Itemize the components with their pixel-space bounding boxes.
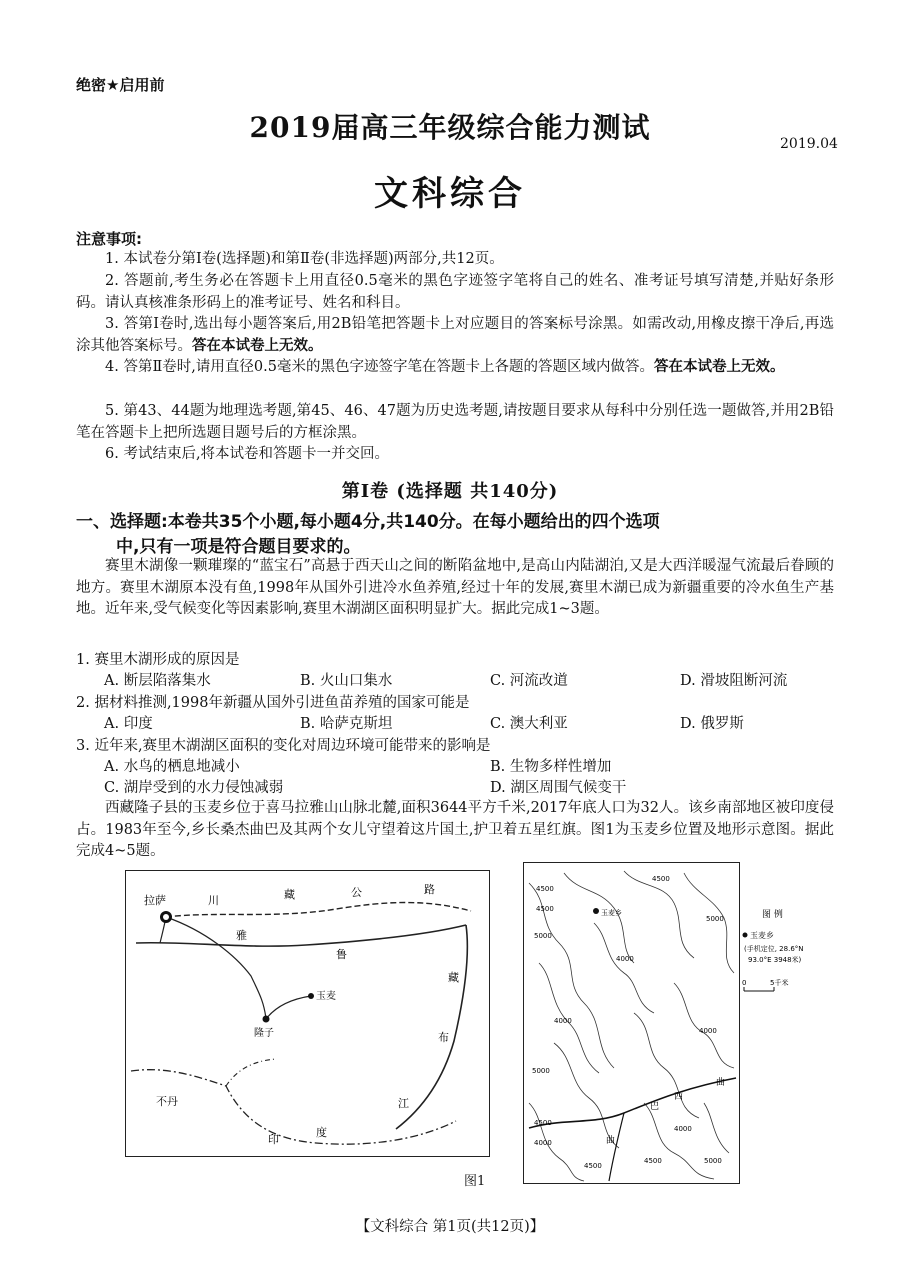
- note-4: [76, 357, 834, 379]
- legend-svg: [740, 905, 840, 1015]
- scale-label: 5千米: [770, 979, 789, 987]
- yumai-marker: [308, 993, 314, 999]
- note-1: 1. 本试卷分第Ⅰ卷(选择题)和第Ⅱ卷(非选择题)两部分,共12页。: [105, 251, 504, 267]
- label-lhasa: 拉萨: [144, 894, 166, 907]
- note-2: 2. 答题前,考生务必在答题卡上用直径0.5毫米的黑色字迹签字笔将自己的姓名、准考证号填写清楚,并贴好条形码。请认真核准条形码上的准考证号、姓名和科目。: [76, 273, 834, 311]
- part-heading: [76, 510, 846, 560]
- note-4-text: 4. 答第Ⅱ卷时,请用直径0.5毫米的黑色字迹签字笔在答题卡上各题的答题区域内做答。: [105, 359, 654, 375]
- contour-label: 4500: [536, 885, 554, 893]
- passage-1: 赛里木湖像一颗璀璨的“蓝宝石”高悬于西天山之间的断陷盆地中,是高山内陆湖泊,又是大西洋暖湿气流最后眷顾的地方。赛里木湖原本没有鱼,1998年从国外引进冷水鱼养殖,经过十年的发展,赛里木湖已成为新疆重要的冷水鱼生产基地。近年来,受气候变化等因素影响,赛里木湖湖区面积明显扩大。据此完成1~3题。: [76, 558, 834, 617]
- legend-gps-line2: 93.0°E 3948米): [748, 956, 802, 964]
- river-label-qu: 曲: [716, 1078, 726, 1088]
- exam-title: 2019届高三年级综合能力测试: [249, 111, 651, 144]
- q1-option-d: D. 滑坡阻断河流: [680, 673, 788, 689]
- label-zang1: 藏: [284, 888, 295, 901]
- figure-1-caption: 图1: [464, 1174, 486, 1189]
- contour-label: 4500: [584, 1162, 602, 1170]
- contour-label: 4500: [536, 905, 554, 913]
- q2-option-b: B. 哈萨克斯坦: [300, 716, 393, 732]
- section-title: 第Ⅰ卷 (选择题 共140分): [341, 481, 559, 502]
- part-heading-line2: 中,只有一项是符合题目要求的。: [116, 537, 361, 557]
- note-3-text: 3. 答第Ⅰ卷时,选出每小题答案后,用2B铅笔把答题卡上对应题目的答案标号涂黑。如需改动,用橡皮擦干净后,再选涂其他答案标号。: [76, 316, 834, 354]
- q2-option-c: C. 澳大利亚: [490, 716, 568, 732]
- river-label-xi: 西: [674, 1092, 684, 1102]
- label-gong: 公: [351, 886, 362, 899]
- q1-option-a: A. 断层陷落集水: [104, 673, 211, 689]
- label-chuan: 川: [208, 894, 219, 907]
- q3-option-b: B. 生物多样性增加: [490, 759, 612, 775]
- contour-label: 5000: [706, 915, 724, 923]
- part-heading-line1: 一、选择题:本卷共35个小题,每小题4分,共140分。在每小题给出的四个选项: [76, 512, 660, 532]
- legend-title: 图 例: [762, 910, 783, 920]
- legend-town-marker: [743, 933, 748, 938]
- legend-town-label: 玉麦乡: [750, 931, 774, 940]
- contour-label: 5000: [704, 1157, 722, 1165]
- q3-option-c: C. 湖岸受到的水力侵蚀减弱: [104, 780, 284, 796]
- location-map: [125, 870, 490, 1157]
- topographic-map: [523, 862, 740, 1184]
- label-lu2: 鲁: [336, 948, 347, 961]
- contour-label: 4000: [699, 1027, 717, 1035]
- contour-label: 4500: [652, 875, 670, 883]
- map-legend: [740, 905, 840, 1015]
- label-budan: 不丹: [156, 1095, 178, 1108]
- contour-label: 4000: [534, 1139, 552, 1147]
- label-ya: 雅: [236, 929, 247, 942]
- question-1-stem: 1. 赛里木湖形成的原因是: [76, 652, 240, 668]
- legend-gps-line1: (手机定位, 28.6°N: [744, 945, 804, 953]
- q3-option-d: D. 湖区周围气候变干: [490, 780, 627, 796]
- exam-date: 2019.04: [780, 136, 838, 152]
- label-jiang: 江: [398, 1097, 409, 1110]
- river-label-ling: 曲: [606, 1136, 616, 1146]
- q3-option-a: A. 水鸟的栖息地减小: [104, 759, 240, 775]
- passage-2: 西藏隆子县的玉麦乡位于喜马拉雅山山脉北麓,面积3644平方千米,2017年底人口为32人。该乡南部地区被印度侵占。1983年至今,乡长桑杰曲巴及其两个女儿守望着这片国土,护卫着五星红旗。图1为玉麦乡位置及地形示意图。据此完成4~5题。: [76, 800, 834, 859]
- note-3-warning: 答在本试卷上无效。: [192, 337, 323, 354]
- q2-option-a: A. 印度: [104, 716, 153, 732]
- contour-label: 4500: [644, 1157, 662, 1165]
- label-zang2: 藏: [448, 971, 459, 984]
- notes-heading: 注意事项:: [76, 230, 142, 248]
- contour-label: 5000: [532, 1067, 550, 1075]
- page-footer: 【文科综合 第1页(共12页)】: [355, 1219, 545, 1235]
- confidential-label: 绝密★启用前: [76, 76, 165, 94]
- contour-label: 4000: [616, 955, 634, 963]
- scale-zero: 0: [742, 979, 747, 987]
- location-map-svg: [126, 871, 489, 1156]
- q1-option-b: B. 火山口集水: [300, 673, 393, 689]
- note-3: [76, 314, 834, 357]
- contour-label: 4500: [534, 1119, 552, 1127]
- q1-option-c: C. 河流改道: [490, 673, 568, 689]
- label-yin: 印: [268, 1133, 279, 1146]
- note-4-warning: 答在本试卷上无效。: [653, 359, 785, 375]
- note-6: 6. 考试结束后,将本试卷和答题卡一并交回。: [105, 446, 390, 462]
- q2-option-d: D. 俄罗斯: [680, 716, 744, 732]
- label-du: 度: [316, 1126, 327, 1139]
- yumai-town-marker: [593, 908, 599, 914]
- contour-label: 4000: [554, 1017, 572, 1025]
- label-yumai: 玉麦: [316, 991, 336, 1002]
- label-longzi: 隆子: [254, 1028, 274, 1039]
- contour-label: 5000: [534, 932, 552, 940]
- question-2-stem: 2. 据材料推测,1998年新疆从国外引进鱼苗养殖的国家可能是: [76, 695, 470, 711]
- subject-title: 文科综合: [374, 174, 526, 214]
- river-label-ba: 巴: [650, 1102, 660, 1112]
- note-5: 5. 第43、44题为地理选考题,第45、46、47题为历史选考题,请按题目要求从每科中分别任选一题做答,并用2B铅笔在答题卡上把所选题目题号后的方框涂黑。: [76, 403, 834, 441]
- label-bu: 布: [438, 1031, 449, 1044]
- label-lu: 路: [424, 883, 435, 896]
- question-3-stem: 3. 近年来,赛里木湖湖区面积的变化对周边环境可能带来的影响是: [76, 738, 491, 754]
- longzi-marker: [263, 1016, 270, 1023]
- contour-label: 4000: [674, 1125, 692, 1133]
- topographic-map-svg: [524, 863, 739, 1183]
- topo-town-label: 玉麦乡: [601, 909, 622, 917]
